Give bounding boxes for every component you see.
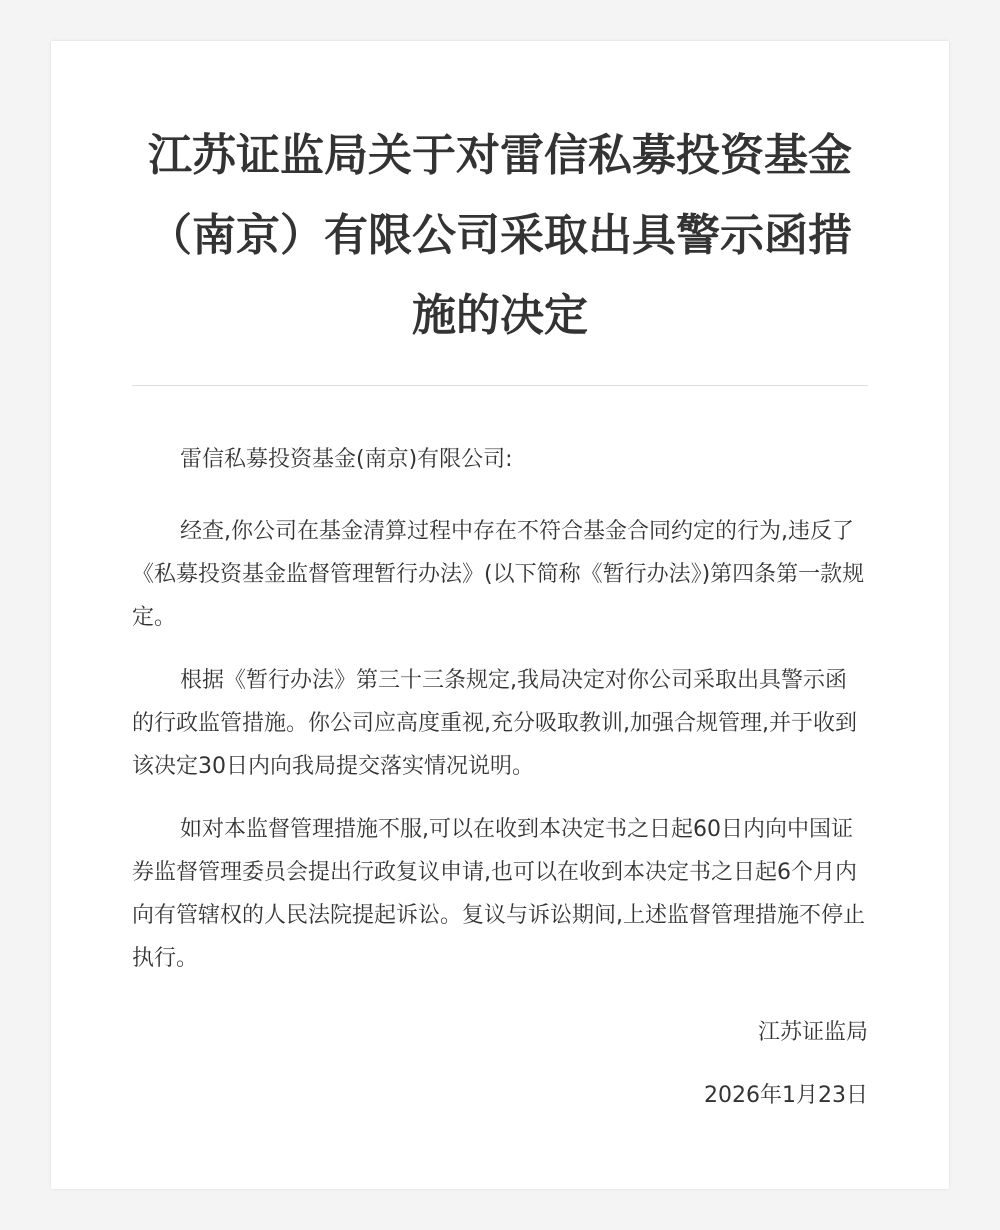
title-divider [132, 385, 868, 386]
paragraph-appeal: 如对本监督管理措施不服,可以在收到本决定书之日起60日内向中国证券监督管理委员会提出行政复议申请,也可以在收到本决定书之日起6个月内向有管辖权的人民法院提起诉讼。复议与诉讼期间,上述监督管理措施不停止执行。 [132, 817, 865, 971]
issuer-signature: 江苏证监局 [757, 1020, 868, 1045]
greeting-line: 雷信私募投资基金(南京)有限公司: [180, 447, 513, 472]
issue-date: 2026年1月23日 [704, 1083, 868, 1108]
document-title: 江苏证监局关于对雷信私募投资基金（南京）有限公司采取出具警示函措施的决定 [148, 130, 852, 341]
paragraph-findings: 经查,你公司在基金清算过程中存在不符合基金合同约定的行为,违反了《私募投资基金监督管理暂行办法》(以下简称《暂行办法》)第四条第一款规定。 [132, 519, 865, 630]
document-card [51, 41, 949, 1189]
paragraph-decision: 根据《暂行办法》第三十三条规定,我局决定对你公司采取出具警示函的行政监管措施。你公司应高度重视,充分吸取教训,加强合规管理,并于收到该决定30日内向我局提交落实情况说明。 [132, 668, 857, 779]
document-body [132, 438, 868, 980]
